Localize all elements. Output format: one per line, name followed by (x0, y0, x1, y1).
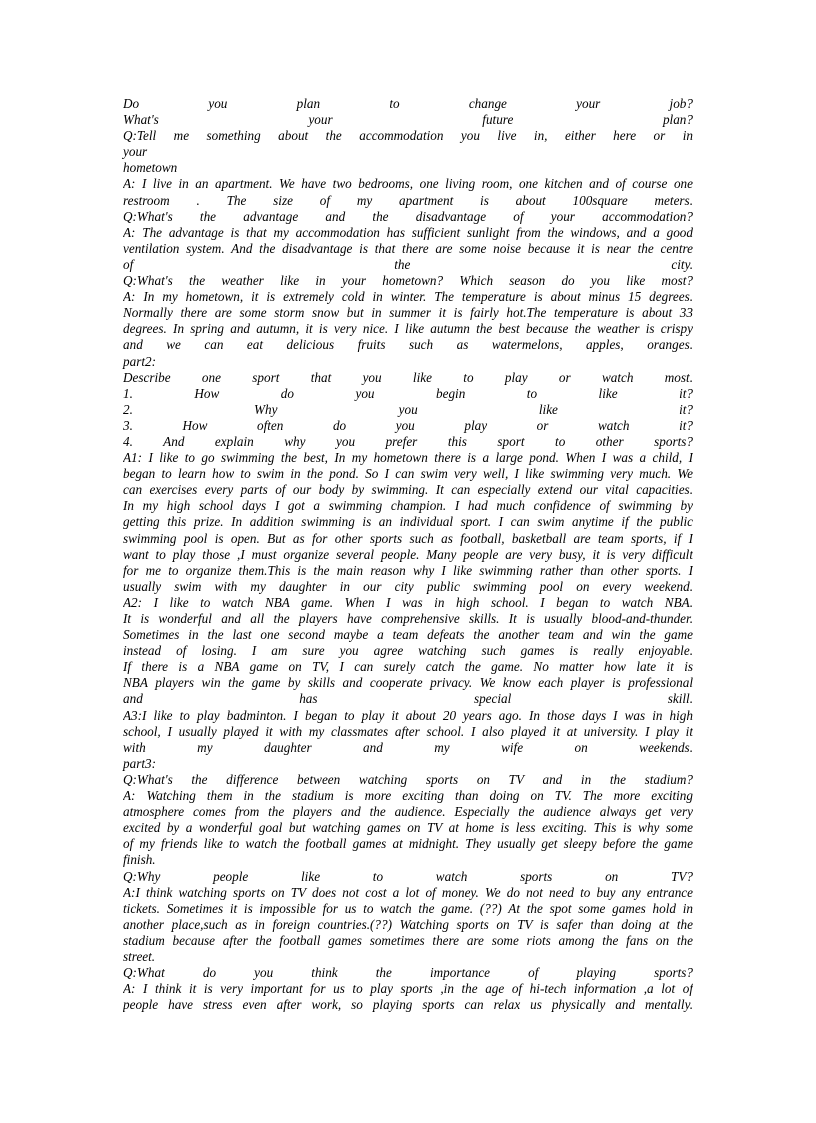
text-line: began to learn how to swim in the pond. So I can swim very well, I like swimming very much. We (123, 466, 693, 482)
text-line: can exercises every parts of our body by swimming. It can especially extend our vital capacities. (123, 482, 693, 498)
text-line: 3. How often do you play or watch it? (123, 417, 693, 433)
text-line: and we can eat delicious fruits such as watermelons, apples, oranges. (123, 337, 693, 353)
text-line: part3: (123, 755, 156, 771)
text-line: usually swim with my daughter in our city public swimming pool on every weekend. (123, 578, 693, 594)
text-line: Q:What's the weather like in your hometown? Which season do you like most? (123, 273, 693, 289)
text-line: 2. Why you like it? (123, 401, 693, 417)
text-line: Q:What do you think the importance of playing sports? (123, 965, 693, 981)
text-line: and has special skill. (123, 691, 693, 707)
text-line: In my high school days I got a swimming champion. I had much confidence of swimming by (123, 498, 693, 514)
text-line: street. (123, 948, 156, 964)
document-body (123, 96, 693, 1013)
text-line: of the city. (123, 256, 693, 272)
text-line: A: I think it is very important for us to play sports ,in the age of hi-tech information ,a lot of (123, 981, 693, 997)
text-line: school, I usually played it with my classmates after school. I also played it at university. I play it (123, 723, 693, 739)
text-line: It is wonderful and all the players have comprehensive skills. It is usually blood-and-thunder. (123, 611, 693, 626)
text-line: A: I live in an apartment. We have two bedrooms, one living room, one kitchen and of course one (123, 176, 693, 192)
text-line: A:I think watching sports on TV does not cost a lot of money. We do not need to buy any entrance (123, 884, 693, 900)
text-line: part2: (123, 353, 156, 369)
text-line: Normally there are some storm snow but in summer it is fairly hot.The temperature is about 33 (123, 305, 693, 321)
text-line: want to play those ,I must organize several people. Many people are very busy, it is very difficult (123, 546, 693, 562)
text-line: What's your future plan? (123, 112, 693, 128)
text-line: of my friends like to watch the football games at midnight. They usually get sleepy before the game (123, 836, 693, 852)
text-line: hometown (123, 160, 178, 176)
text-line: for me to organize them.This is the main reason why I like swimming rather than other sports. I (123, 562, 693, 578)
text-line: If there is a NBA game on TV, I can surely catch the game. No matter how late it is (123, 659, 693, 675)
text-line: excited by a wonderful goal but watching games on TV at home is less exciting. This is why some (123, 820, 693, 836)
text-line: A: The advantage is that my accommodation has sufficient sunlight from the windows, and a good (123, 224, 693, 240)
text-line: restroom . The size of my apartment is about 100square meters. (123, 192, 693, 208)
text-line: Q:What's the difference between watching sports on TV and in the stadium? (123, 771, 693, 787)
text-line: 1. How do you begin to like it? (123, 385, 693, 401)
text-line: Q:Why people like to watch sports on TV? (123, 868, 693, 884)
text-line: A: Watching them in the stadium is more exciting than doing on TV. The more exciting (123, 788, 693, 804)
text-line: Do you plan to change your job? (123, 96, 693, 111)
text-line: getting this prize. In addition swimming is an individual sport. I can swim anytime if the public (123, 514, 693, 530)
text-line: 4. And explain why you prefer this sport to other sports? (123, 433, 693, 449)
text-line: with my daughter and my wife on weekends. (123, 739, 693, 755)
text-line: Sometimes in the last one second maybe a team defeats the another team and win the game (123, 627, 693, 643)
text-line: A2: I like to watch NBA game. When I was in high school. I began to watch NBA. (123, 594, 693, 610)
text-line: Describe one sport that you like to play or watch most. (123, 369, 693, 385)
text-line: Q:Tell me something about the accommodation you live in, either here or in (123, 128, 693, 144)
text-line: A1: I like to go swimming the best, In my hometown there is a large pond. When I was a child, I (123, 450, 693, 466)
text-line: your (123, 144, 148, 160)
text-line: finish. (123, 852, 156, 868)
text-line: another place,such as in foreign countries.(??) Watching sports on TV is safer than doing at the (123, 916, 693, 932)
text-line: degrees. In spring and autumn, it is very nice. I like autumn the best because the weather is crispy (123, 321, 693, 337)
text-line: NBA players win the game by skills and cooperate privacy. We know each player is professional (123, 675, 693, 691)
text-line: instead of losing. I am sure you agree watching such games is really enjoyable. (123, 643, 693, 659)
text-line: A: In my hometown, it is extremely cold in winter. The temperature is about minus 15 degrees. (123, 289, 693, 305)
text-line: A3:I like to play badminton. I began to play it about 20 years ago. In those days I was in high (123, 707, 693, 723)
text-line: swimming pool is open. But as for other sports such as football, basketball are team sports, if I (123, 530, 693, 546)
text-line: tickets. Sometimes it is impossible for us to watch the game. (??) At the spot some games hold in (123, 900, 693, 916)
text-line: ventilation system. And the disadvantage is that there are some noise because it is near the centre (123, 240, 693, 256)
text-line: Q:What's the advantage and the disadvantage of your accommodation? (123, 208, 693, 224)
text-line: atmosphere comes from the players and the audience. Especially the audience always get very (123, 804, 693, 820)
text-line: stadium because after the football games sometimes there are some riots among the fans on the (123, 932, 693, 948)
text-line: people have stress even after work, so playing sports can relax us physically and mentally. (123, 997, 693, 1013)
